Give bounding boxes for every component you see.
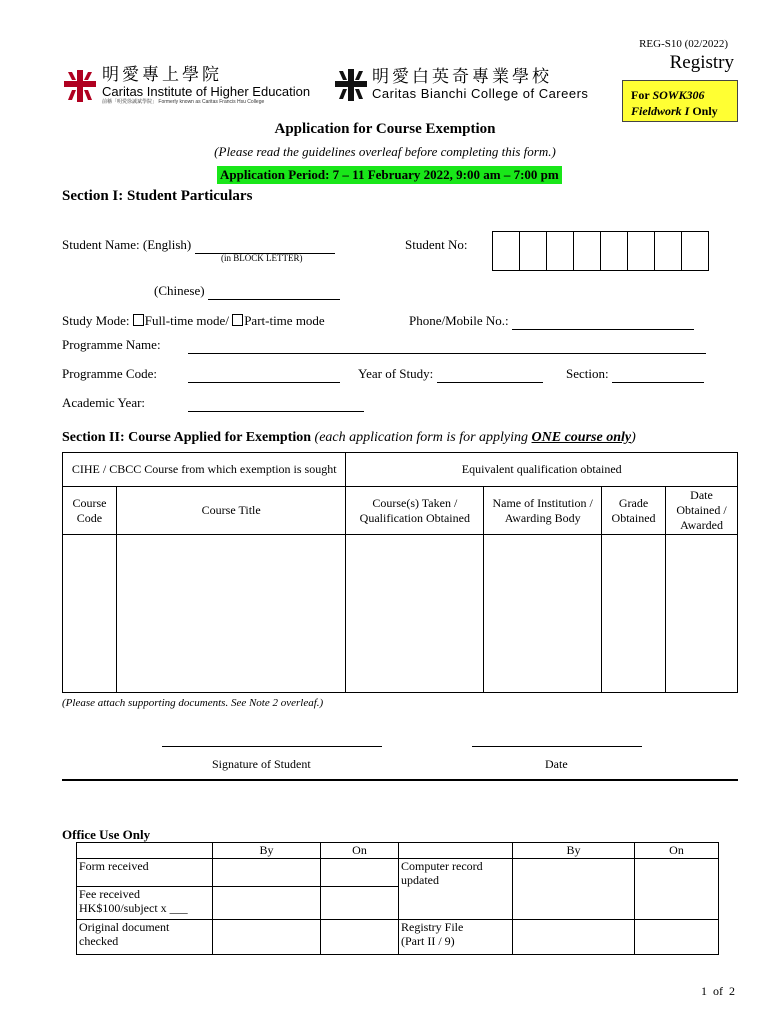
attach-note: (Please attach supporting documents. See Note 2 overleaf.) [62,697,324,709]
date-label: Date [545,757,568,771]
phone-field[interactable] [512,313,694,330]
fee-received-on[interactable] [321,887,399,920]
year-label: Year of Study: [358,366,434,381]
study-mode-row [62,313,325,329]
academic-year-label: Academic Year: [62,395,146,410]
name-chinese-field[interactable] [208,283,340,300]
computer-record-on[interactable] [635,859,719,920]
application-period: Application Period: 7 – 11 February 2022, 9:00 am – 7:00 pm [217,166,562,184]
grade-cell[interactable] [602,535,666,693]
registry-file-on[interactable] [635,920,719,955]
col-course-title: Course Title [116,487,345,535]
col-institution: Name of Institution / Awarding Body [484,487,602,535]
phone-label: Phone/Mobile No.: [409,313,509,328]
col-course-code: Course Code [63,487,117,535]
registry-file-label: Registry File (Part II / 9) [399,920,513,955]
caritas-cross-icon [62,68,98,104]
student-no-digit[interactable] [627,231,655,271]
section-row [566,366,704,383]
date-obtained-cell[interactable] [666,535,738,693]
year-row [358,366,543,383]
academic-year-field[interactable] [188,395,364,412]
caritas-cross-icon [334,68,368,102]
cbcc-chinese-name: 明愛白英奇專業學校 [372,67,552,86]
student-no-digit[interactable] [519,231,547,271]
registry-label: Registry [669,52,734,73]
phone-row [409,313,694,330]
signature-label: Signature of Student [212,757,311,771]
part-time-label: Part-time mode [244,313,325,328]
signature-line[interactable] [162,746,382,747]
course-code-cell[interactable] [63,535,117,693]
section1-heading: Section I: Student Particulars [62,188,253,204]
name-english-field[interactable] [195,237,335,254]
cihe-english-name: Caritas Institute of Higher Education [102,84,311,99]
original-doc-label: Original document checked [77,920,213,955]
cihe-chinese-name: 明愛專上學院 [102,65,222,84]
fee-received-by[interactable] [213,887,321,920]
office-corner-left [77,843,213,859]
computer-record-by[interactable] [513,859,635,920]
student-no-label: Student No: [405,237,468,252]
cihe-former-name: 前稱「明愛徐誠斌學院」 Formerly known as Caritas Francis Hsu College [102,99,265,105]
group-header-course: CIHE / CBCC Course from which exemption is sought [63,453,346,487]
office-use-heading: Office Use Only [62,827,151,842]
registry-file-by[interactable] [513,920,635,955]
divider [62,779,738,781]
col-courses-taken: Course(s) Taken / Qualification Obtained [346,487,484,535]
form-received-label: Form received [77,859,213,887]
block-letter-hint: (in BLOCK LETTER) [221,253,303,263]
part-time-checkbox[interactable] [232,314,243,326]
form-subtitle: (Please read the guidelines overleaf before completing this form.) [214,144,556,159]
programme-code-label: Programme Code: [62,366,157,381]
office-use-table [76,842,719,955]
form-title: Application for Course Exemption [274,121,496,137]
full-time-checkbox[interactable] [133,314,144,326]
office-by-header: By [213,843,321,859]
course-title-cell[interactable] [116,535,345,693]
office-corner-right [399,843,513,859]
exemption-table [62,452,738,693]
student-no-digit[interactable] [492,231,520,271]
name-chinese-label: (Chinese) [154,283,205,298]
name-english-row [62,237,335,254]
student-no-digit[interactable] [600,231,628,271]
full-time-label: Full-time mode/ [144,313,229,328]
study-mode-label: Study Mode: [62,313,130,328]
programme-name-label: Programme Name: [62,337,161,352]
date-line[interactable] [472,746,642,747]
fee-received-label: Fee received HK$100/subject x ___ [77,887,213,920]
form-received-by[interactable] [213,859,321,887]
name-english-label: Student Name: (English) [62,237,192,252]
original-doc-on[interactable] [321,920,399,955]
col-date-obtained: Date Obtained / Awarded [666,487,738,535]
office-on-header-2: On [635,843,719,859]
student-no-digit[interactable] [573,231,601,271]
original-doc-by[interactable] [213,920,321,955]
section-field[interactable] [612,366,704,383]
year-field[interactable] [437,366,543,383]
name-chinese-row [154,283,340,300]
col-grade: Grade Obtained [602,487,666,535]
programme-code-field[interactable] [188,366,340,383]
programme-name-field[interactable] [188,337,706,354]
section-label: Section: [566,366,609,381]
student-no-digit[interactable] [546,231,574,271]
student-no-boxes[interactable] [493,231,709,271]
page-number: 1 of 2 [701,984,735,998]
computer-record-label: Computer record updated [399,859,513,920]
cbcc-english-name: Caritas Bianchi College of Careers [372,86,589,101]
section2-heading: Section II: Course Applied for Exemption [62,430,312,445]
form-code: REG-S10 (02/2022) [639,38,728,50]
group-header-qualification: Equivalent qualification obtained [346,453,738,487]
fieldwork-note: For SOWK306 Fieldwork I Only [622,80,738,122]
courses-taken-cell[interactable] [346,535,484,693]
section2-note: (each application form is for applying ONE course only) [314,430,636,445]
form-received-on[interactable] [321,859,399,887]
office-by-header-2: By [513,843,635,859]
student-no-digit[interactable] [681,231,709,271]
office-on-header: On [321,843,399,859]
section2-heading-row [62,430,636,446]
institution-cell[interactable] [484,535,602,693]
student-no-digit[interactable] [654,231,682,271]
